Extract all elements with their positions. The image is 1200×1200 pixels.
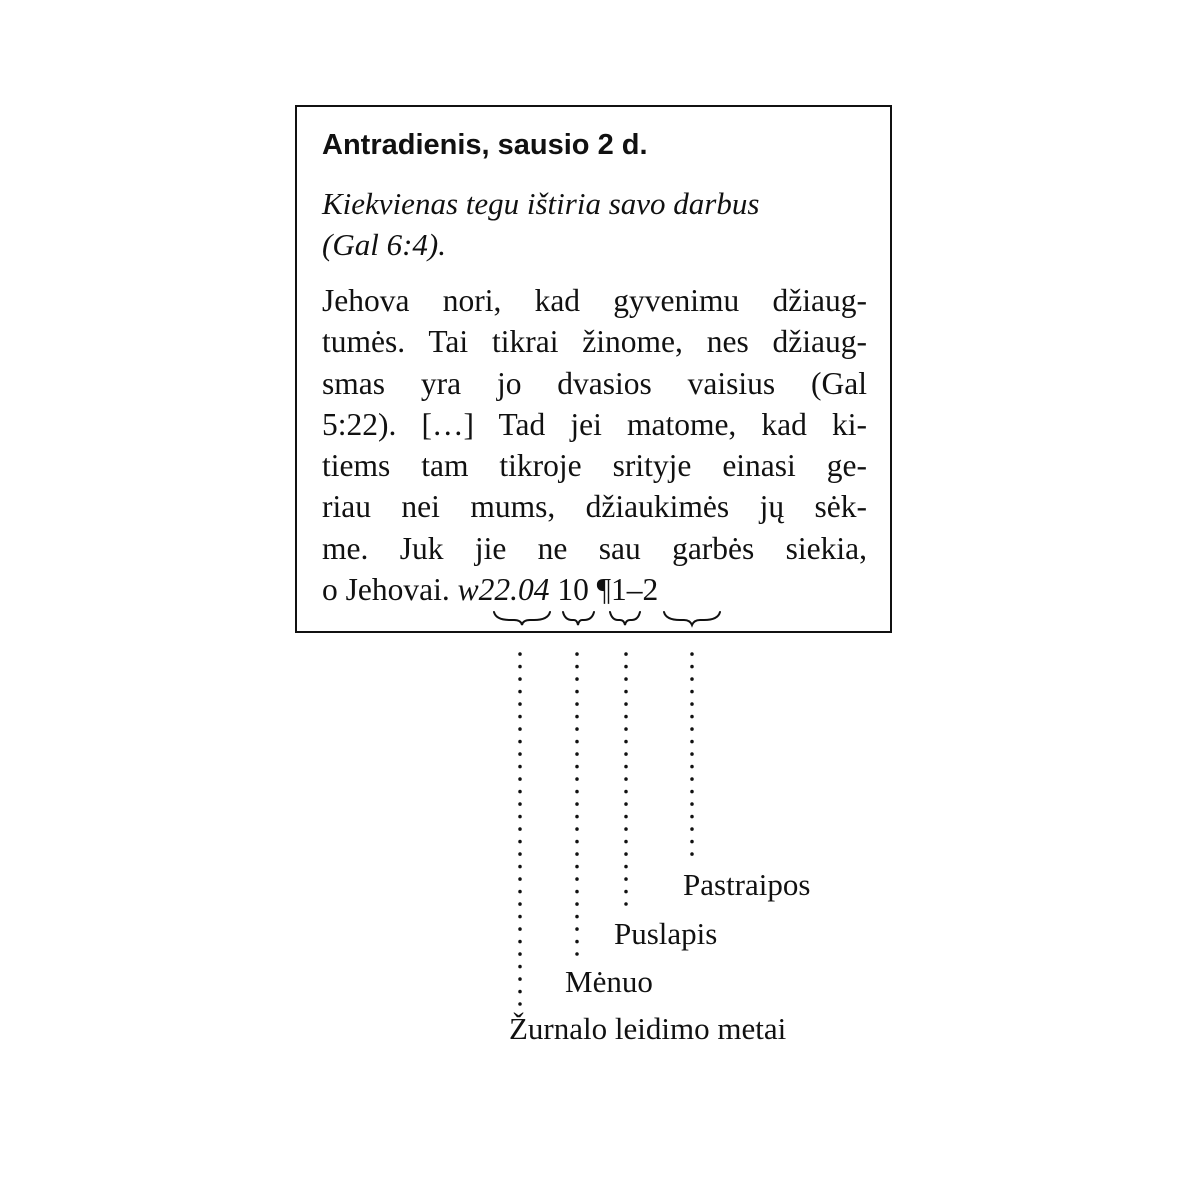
date-heading: Antradienis, sausio 2 d.: [322, 129, 648, 161]
reference-month: .04: [510, 572, 550, 608]
label-page: Puslapis: [614, 916, 718, 951]
brace-month: [563, 612, 594, 625]
body-line: 5:22). […] Tad jei matome, kad ki-: [322, 406, 867, 442]
body-line: smas yra jo dvasios vaisius (Gal: [322, 365, 867, 401]
body-line: tiems tam tikroje srityje einasi ge-: [322, 448, 867, 484]
verse-line: (Gal 6:4).: [322, 227, 446, 262]
label-month: Mėnuo: [565, 964, 653, 999]
verse-line: Kiekvienas tegu ištiria savo darbus: [322, 186, 760, 221]
body-line: tumės. Tai tikrai žinome, nes džiaug-: [322, 324, 867, 360]
reference-paragraphs: ¶1–2: [596, 572, 659, 608]
brace-page: [610, 612, 640, 625]
reference-year: w22: [457, 572, 511, 608]
brace-year: [494, 612, 550, 625]
label-paragraphs: Pastraipos: [683, 867, 811, 902]
body-line: me. Juk jie ne sau garbės siekia,: [322, 530, 867, 566]
reference-page: 10: [557, 572, 589, 608]
brace-paragraphs: [664, 612, 720, 625]
body-line: Jehova nori, kad gyvenimu džiaug-: [322, 283, 867, 318]
body-line: riau nei mums, džiaukimės jų sėk-: [322, 489, 867, 525]
last-line-prefix: o Jehovai.: [322, 572, 450, 608]
label-year: Žurnalo leidimo metai: [509, 1011, 787, 1046]
